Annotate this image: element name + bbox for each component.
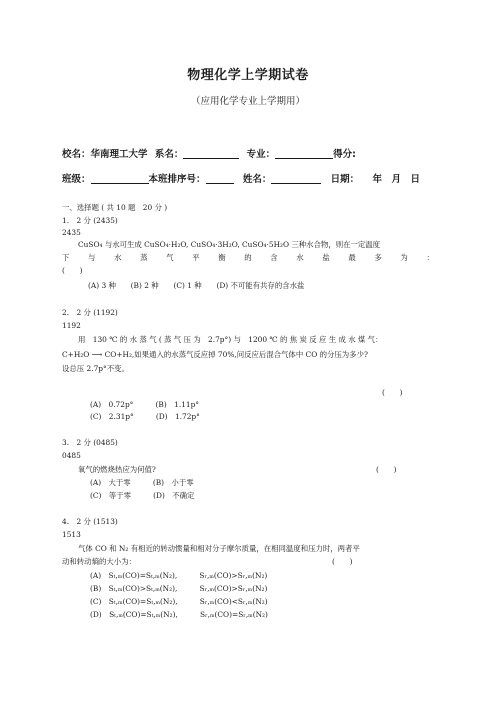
- q3-code: 0485: [62, 451, 81, 460]
- info-row-school: [62, 146, 356, 160]
- q2-options-ab: (A) 0.72p° (B) 1.11p°: [90, 400, 200, 409]
- date-parts: 年 月 日: [372, 174, 421, 185]
- seat-label: 本班排序号：: [148, 174, 206, 185]
- q2-code: 1192: [62, 321, 81, 330]
- score-label: 得分:: [333, 149, 356, 160]
- q2-text-c: 设总压 2.7p°不变。: [62, 364, 129, 373]
- major-blank: [275, 148, 333, 159]
- q1-spread-char: 蒸: [140, 253, 148, 262]
- q2-head: 2. 2 分 (1192): [62, 308, 118, 317]
- q4-option-a: (A) Sₜ,ₘ(CO)=Sₜ,ₘ(N₂), Sᵣ,ₘ(CO)>Sᵣ,ₘ(N₂): [90, 571, 268, 580]
- q1-spread-char: 水: [114, 253, 122, 262]
- class-blank: [91, 173, 149, 184]
- q1-spread-char: 最: [348, 253, 356, 262]
- q4-text-a: 气体 CO 和 N₂ 有相近的转动惯量和相对分子摩尔质量，在相同温度和压力时，两者平: [78, 544, 360, 553]
- q1-spread-char: ：: [426, 253, 434, 262]
- q4-text-b: 动和转动熵的大小为：: [62, 557, 136, 566]
- major-label: 专业：: [246, 149, 276, 160]
- dept-label: 系名：: [154, 149, 184, 160]
- q2-text-a: 用 130 ℃ 的 水 蒸 气 ( 蒸 气 压 为 2.7p°) 与 1200 ℃ 的 焦 炭 反 应 生 成 水 煤 气：: [78, 335, 383, 344]
- q1-spread-char: 水: [296, 253, 304, 262]
- q1-spread-char: 平: [192, 253, 200, 262]
- q3-head: 3. 2 分 (0485): [62, 438, 118, 447]
- exam-title: 物理化学上学期试卷: [187, 68, 309, 83]
- q1-spread-char: 为: [400, 253, 408, 262]
- exam-subtitle: （应用化学专业上学期用）: [190, 96, 305, 107]
- school-label: 校名：华南理工大学: [62, 149, 148, 160]
- section-heading: 一、选择题 ( 共 10 题 20 分 ): [62, 203, 168, 212]
- q1-spread-char: 下: [62, 253, 70, 262]
- q1-spread-char: 多: [374, 253, 382, 262]
- q1-spread-char: 衡: [218, 253, 226, 262]
- q1-spread-char: 与: [88, 253, 96, 262]
- q3-answer-bracket: ( ): [376, 465, 397, 474]
- date-label: 日期：: [330, 174, 360, 185]
- name-label: 姓名：: [242, 174, 272, 185]
- q4-code: 1513: [62, 530, 81, 539]
- q1-spread-char: 含: [270, 253, 278, 262]
- q1-spread-char: 气: [166, 253, 174, 262]
- q4-option-b: (B) Sₜ,ₘ(CO)>Sₜ,ₘ(N₂), Sᵣ,ₘ(CO)>Sᵣ,ₘ(N₂): [90, 584, 268, 593]
- dept-blank: [183, 148, 239, 159]
- q1-text: CuSO₄ 与水可生成 CuSO₄·H₂O, CuSO₄·3H₂O, CuSO₄·5H₂O 三种水合物，则在一定温度: [78, 240, 381, 249]
- q1-code: 2435: [62, 228, 81, 237]
- q4-head: 4. 2 分 (1513): [62, 517, 118, 526]
- class-label: 班级：: [62, 174, 91, 185]
- q1-answer-bracket: ( ): [62, 266, 83, 275]
- q4-option-c: (C) Sₜ,ₘ(CO)=Sₜ,ₘ(N₂), Sᵣ,ₘ(CO)<Sᵣ,ₘ(N₂): [90, 597, 268, 606]
- name-blank: [271, 173, 321, 184]
- q4-option-d: (D) Sₜ,ₘ(CO)=Sₜ,ₘ(N₂), Sᵣ,ₘ(CO)=Sᵣ,ₘ(N₂): [90, 610, 268, 619]
- q2-options-cd: (C) 2.31p° (D) 1.72p°: [90, 412, 200, 421]
- q1-spread-char: 盐: [322, 253, 330, 262]
- q3-text: 氧气的燃烧热应为何值?: [78, 465, 156, 474]
- q2-answer-bracket: ( ): [382, 388, 403, 397]
- q1-options: (A) 3 种 (B) 2 种 (C) 1 种 (D) 不可能有共存的含水盐: [88, 281, 305, 290]
- q3-options-cd: (C) 等于零 (D) 不确定: [90, 491, 195, 500]
- seat-blank: [206, 173, 234, 184]
- q2-text-b: C+H₂O ⟶ CO+H₂,如果通入的水蒸气反应掉 70%,问反应后混合气体中 CO 的分压为多少?: [62, 350, 368, 359]
- q3-options-ab: (A) 大于零 (B) 小于零: [90, 478, 194, 487]
- q1-text-spread: [62, 252, 434, 264]
- q4-answer-bracket: ( ): [332, 557, 353, 566]
- info-row-class: [62, 171, 420, 185]
- q1-head: 1. 2 分 (2435): [62, 216, 118, 225]
- q1-spread-char: 的: [244, 253, 252, 262]
